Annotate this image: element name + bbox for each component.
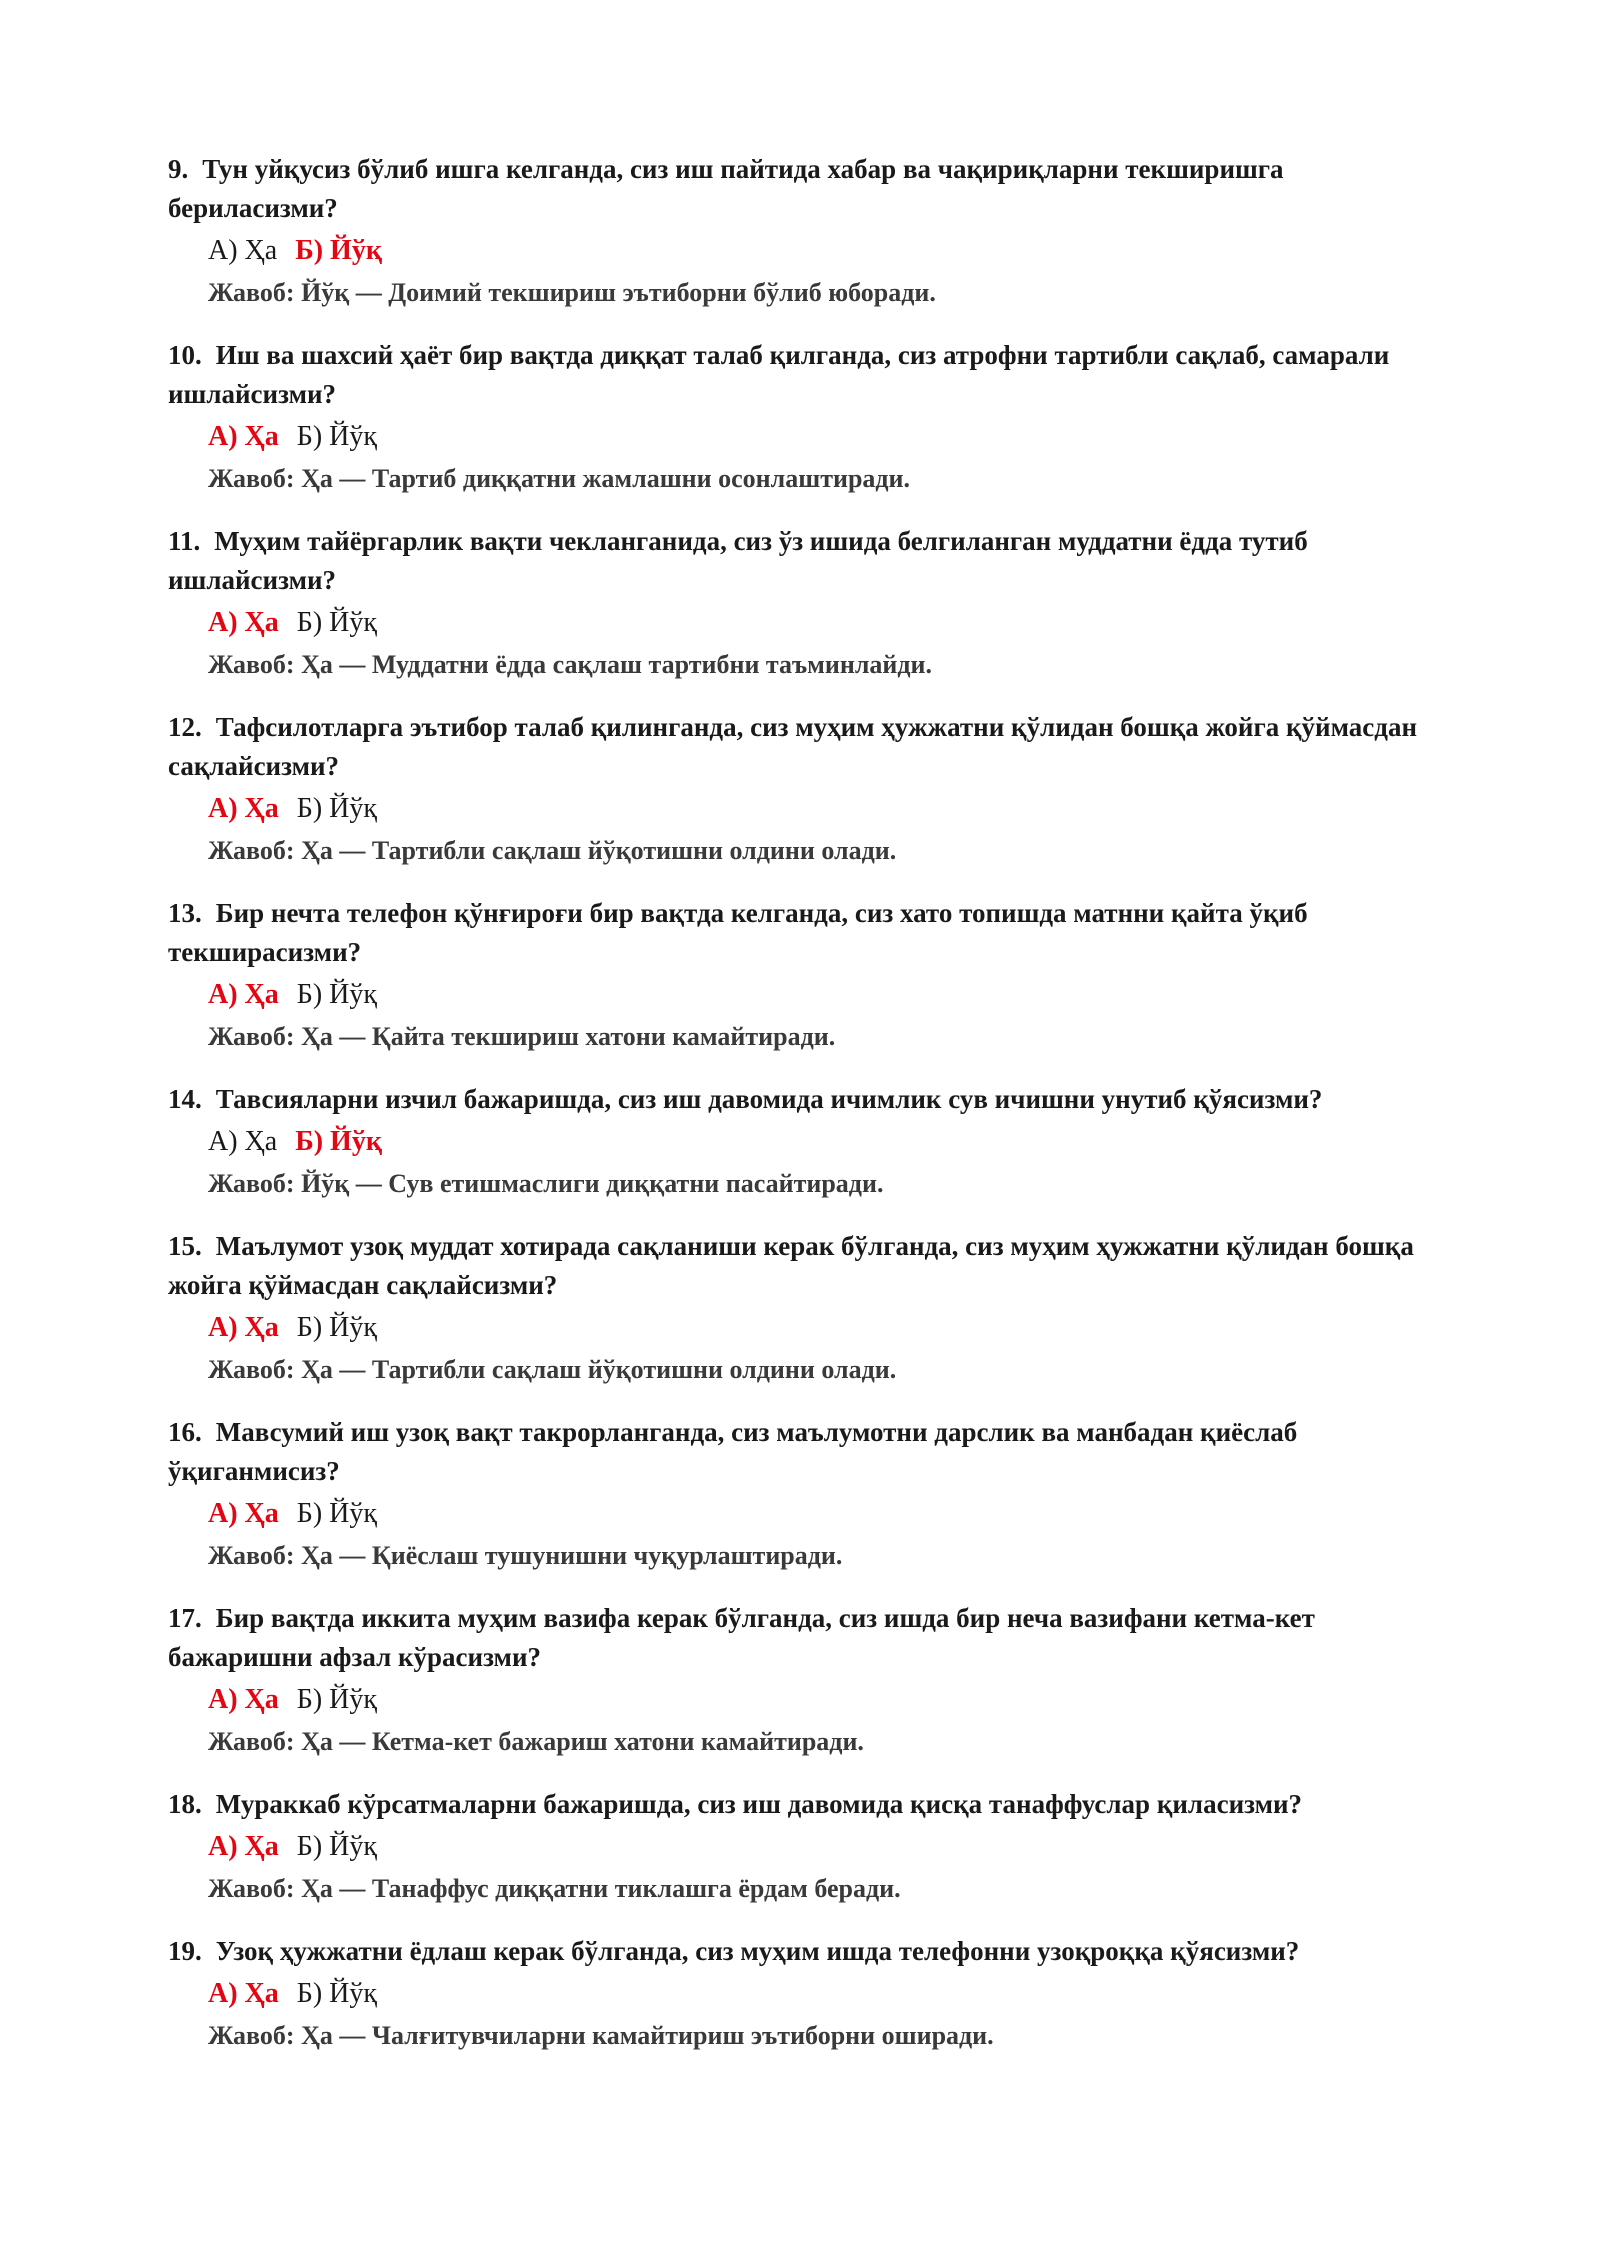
option-a: А) Ҳа [208,1684,279,1715]
question-number: 17. [168,1603,202,1633]
question-item [168,1599,1458,1761]
answer-options [208,1974,1458,2014]
question-text [168,1932,1458,1971]
answer-explanation: Жавоб: Ҳа — Чалғитувчиларни камайтириш эътиборни оширади. [208,2021,994,2050]
question-number: 16. [168,1417,202,1447]
question-item [168,1413,1458,1575]
question-item [168,336,1458,498]
option-a: А) Ҳа [208,979,279,1010]
answer-explanation: Жавоб: Ҳа — Тартиб диққатни жамлашни осонлаштиради. [208,464,911,493]
question-list [168,150,1458,2055]
question-item [168,708,1458,870]
question-item [168,522,1458,684]
answer-options [208,975,1458,1015]
option-b: Б) Йўқ [296,1684,377,1715]
answer-explanation: Жавоб: Ҳа — Қиёслаш тушунишни чуқурлаштиради. [208,1541,843,1570]
option-b: Б) Йўқ [296,1498,377,1529]
answer-explanation: Жавоб: Ҳа — Муддатни ёдда сақлаш тартибни таъминлайди. [208,650,933,679]
question-number: 10. [168,340,202,370]
question-text [168,1599,1458,1677]
question-body: Маълумот узоқ муддат хотирада сақланиши керак бўлганда, сиз муҳим ҳужжатни қўлидан бошқа жойга қўймасдан сақлайсизми? [168,1231,1414,1300]
answer-explanation: Жавоб: Йўқ — Сув етишмаслиги диққатни пасайтиради. [208,1169,884,1198]
answer-options [208,1494,1458,1534]
option-a: А) Ҳа [208,1831,279,1862]
question-item [168,1080,1458,1203]
answer-explanation: Жавоб: Ҳа — Танаффус диққатни тиклашга ёрдам беради. [208,1874,901,1903]
answer-options [208,417,1458,457]
answer-options [208,1827,1458,1867]
question-number: 15. [168,1231,202,1261]
question-number: 14. [168,1084,202,1114]
answer-explanation: Жавоб: Ҳа — Тартибли сақлаш йўқотишни олдини олади. [208,836,897,865]
question-text [168,1080,1458,1119]
question-number: 12. [168,712,202,742]
question-text [168,150,1458,228]
question-text [168,522,1458,600]
answer-options [208,603,1458,643]
option-a: А) Ҳа [208,793,279,824]
question-text [168,1227,1458,1305]
answer-options [208,1308,1458,1348]
question-text [168,336,1458,414]
question-body: Тафсилотларга эътибор талаб қилинганда, сиз муҳим ҳужжатни қўлидан бошқа жойга қўймасдан сақлайсизми? [168,712,1417,781]
option-a: А) Ҳа [208,235,278,266]
question-body: Бир вақтда иккита муҳим вазифа керак бўлганда, сиз ишда бир неча вазифани кетма-кет бажаришни афзал кўрасизми? [168,1603,1315,1672]
answer-options [208,1122,1458,1162]
answer-explanation: Жавоб: Ҳа — Қайта текшириш хатони камайтиради. [208,1022,836,1051]
option-b: Б) Йўқ [296,421,377,452]
option-a: А) Ҳа [208,1126,278,1157]
question-body: Узоқ ҳужжатни ёдлаш керак бўлганда, сиз муҳим ишда телефонни узоқроққа қўясизми? [215,1936,1300,1966]
option-b: Б) Йўқ [295,1126,382,1157]
question-body: Тавсияларни изчил бажаришда, сиз иш давомида ичимлик сув ичишни унутиб қўясизми? [215,1084,1323,1114]
question-item [168,1227,1458,1389]
option-b: Б) Йўқ [296,793,377,824]
option-a: А) Ҳа [208,1312,279,1343]
option-b: Б) Йўқ [296,1312,377,1343]
question-body: Муҳим тайёргарлик вақти чекланганида, сиз ўз ишида белгиланган муддатни ёдда тутиб ишлайсизми? [168,526,1308,595]
question-body: Тун уйқусиз бўлиб ишга келганда, сиз иш пайтида хабар ва чақириқларни текширишга бериласизми? [168,154,1284,223]
question-number: 9. [168,154,189,184]
option-b: Б) Йўқ [295,235,382,266]
question-item [168,894,1458,1056]
answer-explanation: Жавоб: Ҳа — Кетма-кет бажариш хатони камайтиради. [208,1727,864,1756]
question-number: 18. [168,1789,202,1819]
option-a: А) Ҳа [208,1978,279,2009]
question-text [168,1785,1458,1824]
question-number: 19. [168,1936,202,1966]
question-text [168,894,1458,972]
option-a: А) Ҳа [208,607,279,638]
option-b: Б) Йўқ [296,979,377,1010]
option-a: А) Ҳа [208,1498,279,1529]
answer-options [208,789,1458,829]
question-number: 11. [168,526,201,556]
option-b: Б) Йўқ [296,1831,377,1862]
question-item [168,1932,1458,2055]
answer-explanation: Жавоб: Ҳа — Тартибли сақлаш йўқотишни олдини олади. [208,1355,897,1384]
option-a: А) Ҳа [208,421,279,452]
question-text [168,1413,1458,1491]
question-body: Мавсумий иш узоқ вақт такрорланганда, сиз маълумотни дарслик ва манбадан қиёслаб ўқиганмисиз? [168,1417,1298,1486]
question-item [168,1785,1458,1908]
question-body: Мураккаб кўрсатмаларни бажаришда, сиз иш давомида қисқа танаффуслар қиласизми? [215,1789,1303,1819]
question-text [168,708,1458,786]
answer-options [208,1680,1458,1720]
answer-explanation: Жавоб: Йўқ — Доимий текшириш эътиборни бўлиб юборади. [208,278,936,307]
option-b: Б) Йўқ [296,607,377,638]
question-item [168,150,1458,312]
option-b: Б) Йўқ [296,1978,377,2009]
answer-options [208,231,1458,271]
question-number: 13. [168,898,202,928]
question-body: Бир нечта телефон қўнғироғи бир вақтда келганда, сиз хато топишда матнни қайта ўқиб текширасизми? [168,898,1308,967]
question-body: Иш ва шахсий ҳаёт бир вақтда диққат талаб қилганда, сиз атрофни тартибли сақлаб, самарали ишлайсизми? [168,340,1390,409]
